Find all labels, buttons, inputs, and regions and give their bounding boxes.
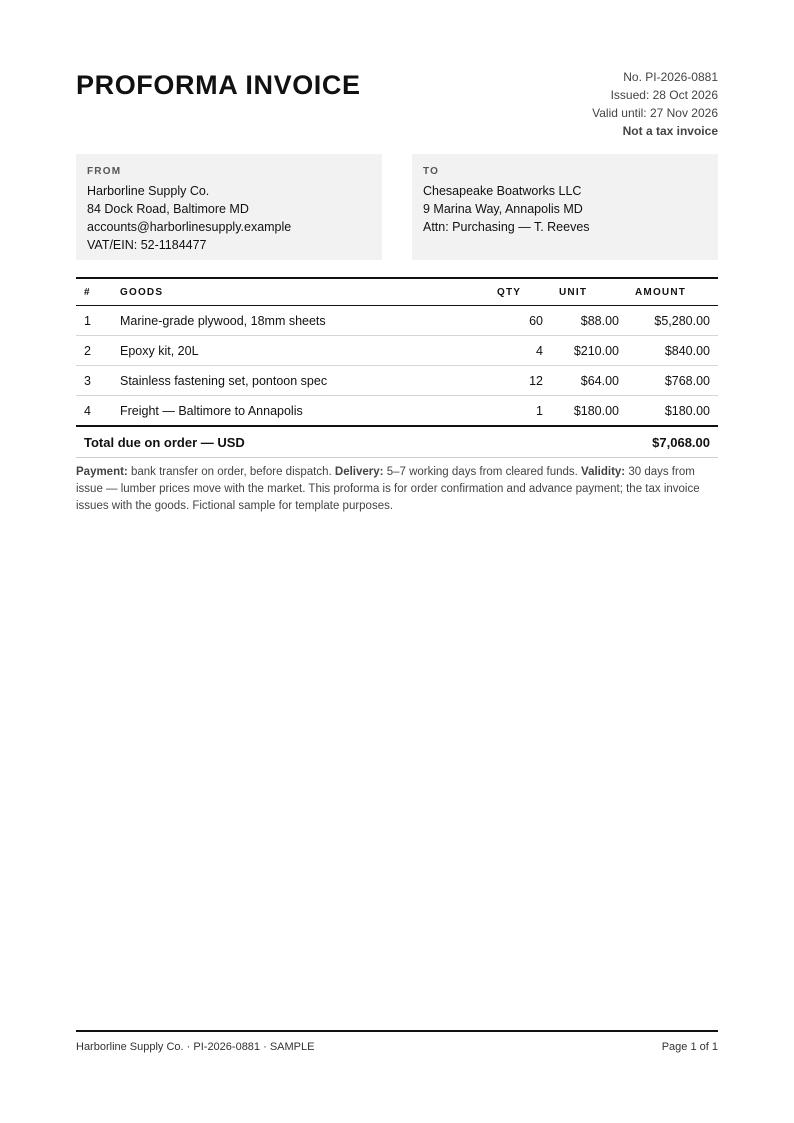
row-goods: Epoxy kit, 20L	[112, 336, 489, 366]
total-value: $7,068.00	[627, 426, 718, 458]
from-block	[76, 154, 382, 260]
invoice-meta	[592, 68, 718, 140]
buyer-name: Chesapeake Boatworks LLC	[423, 184, 582, 198]
validity-text: 30 days from issue — lumber prices move with the market. This proforma is for order confirmation and advance payment; the tax invoice issues with the goods. Fictional sample for template purposes.	[76, 466, 700, 512]
table-row	[76, 306, 718, 336]
validity-label: Validity:	[581, 466, 626, 478]
row-goods: Freight — Baltimore to Annapolis	[112, 396, 489, 427]
valid-until-date: Valid until: 27 Nov 2026	[592, 106, 718, 120]
document-title: PROFORMA INVOICE	[76, 70, 361, 100]
row-unit: $210.00	[551, 336, 627, 366]
row-amount: $840.00	[627, 336, 718, 366]
table-row	[76, 366, 718, 396]
table-row	[76, 336, 718, 366]
row-amount: $768.00	[627, 366, 718, 396]
row-num: 1	[76, 306, 112, 336]
header-goods: GOODS	[112, 278, 489, 306]
total-label: Total due on order — USD	[76, 426, 627, 458]
row-num: 4	[76, 396, 112, 427]
row-amount: $5,280.00	[627, 306, 718, 336]
terms-paragraph	[76, 464, 718, 515]
delivery-text: 5–7 working days from cleared funds.	[383, 466, 582, 478]
seller-email: accounts@harborlinesupply.example	[87, 220, 292, 234]
header-amount: AMOUNT	[627, 278, 718, 306]
table-header	[76, 278, 718, 306]
payment-text: bank transfer on order, before dispatch.	[127, 466, 335, 478]
buyer-address: 9 Marina Way, Annapolis MD	[423, 202, 583, 216]
payment-label: Payment:	[76, 466, 128, 478]
row-goods: Marine-grade plywood, 18mm sheets	[112, 306, 489, 336]
total-row	[76, 426, 718, 458]
page-number: Page 1 of 1	[661, 1041, 718, 1053]
invoice-page	[76, 0, 718, 1123]
seller-name: Harborline Supply Co.	[87, 184, 210, 198]
row-unit: $88.00	[551, 306, 627, 336]
row-num: 2	[76, 336, 112, 366]
invoice-number: No. PI-2026-0881	[623, 70, 718, 84]
table-row	[76, 396, 718, 427]
row-qty: 12	[489, 366, 551, 396]
row-unit: $64.00	[551, 366, 627, 396]
seller-tax-id: VAT/EIN: 52-1184477	[87, 238, 207, 252]
row-unit: $180.00	[551, 396, 627, 427]
row-qty: 1	[489, 396, 551, 427]
tax-invoice-note: Not a tax invoice	[622, 124, 718, 138]
header-unit: UNIT	[551, 278, 627, 306]
delivery-label: Delivery:	[334, 466, 384, 478]
page-footer	[76, 1030, 718, 1053]
to-block	[412, 154, 718, 260]
footer-left: Harborline Supply Co. · PI-2026-0881 · SAMPLE	[76, 1041, 315, 1053]
row-num: 3	[76, 366, 112, 396]
seller-address: 84 Dock Road, Baltimore MD	[87, 202, 249, 216]
header-num: #	[76, 278, 112, 306]
header-qty: QTY	[489, 278, 551, 306]
to-label: TO	[423, 166, 440, 177]
buyer-attention: Attn: Purchasing — T. Reeves	[423, 220, 590, 234]
issue-date: Issued: 28 Oct 2026	[610, 88, 718, 102]
row-amount: $180.00	[627, 396, 718, 427]
row-qty: 60	[489, 306, 551, 336]
row-goods: Stainless fastening set, pontoon spec	[112, 366, 489, 396]
line-items-table	[76, 277, 718, 458]
row-qty: 4	[489, 336, 551, 366]
from-label: FROM	[87, 166, 122, 177]
